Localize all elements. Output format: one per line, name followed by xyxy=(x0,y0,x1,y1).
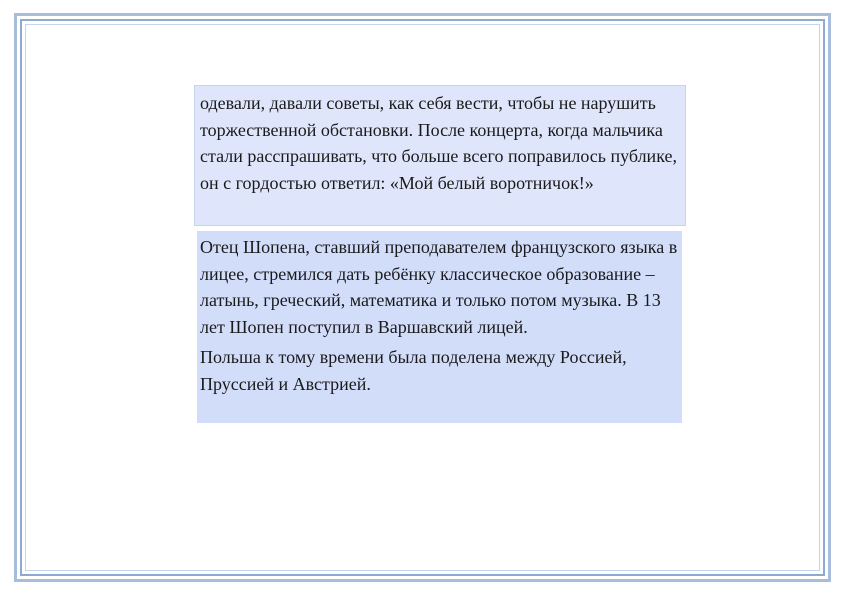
text-box-top xyxy=(194,85,686,226)
bottom-paragraph-1: Отец Шопена, ставший преподавателем французского языка в лицее, стремился дать ребёнку классическое образование – латынь, греческий, математика и только потом музыка. В 13 лет Шопен поступил в Варшавский лицей. xyxy=(200,237,678,337)
top-paragraph: одевали, давали советы, как себя вести, чтобы не нарушить торжественной обстановки. После концерта, когда мальчика стали расспрашивать, что больше всего поправилось публике, он с гордостью ответил: «Мой белый воротничок!» xyxy=(200,93,677,193)
bottom-paragraph-2: Польша к тому времени была поделена между Россией, Пруссией и Австрией. xyxy=(200,347,627,394)
text-box-bottom xyxy=(197,231,682,423)
